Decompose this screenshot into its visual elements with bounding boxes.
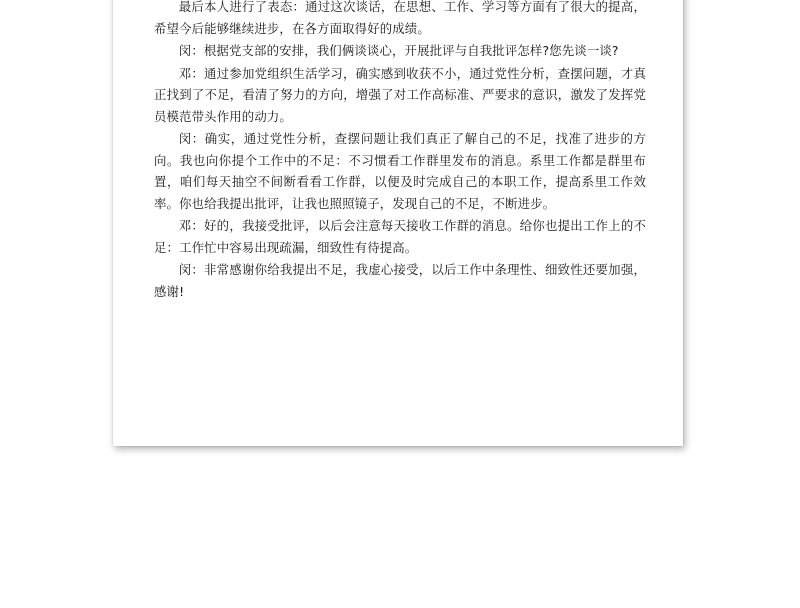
paragraph: 闵：非常感谢你给我提出不足，我虚心接受，以后工作中条理性、细致性还要加强，感谢! [154, 262, 646, 299]
document-text-body [154, 0, 646, 302]
paragraph: 最后本人进行了表态：通过这次谈话，在思想、工作、学习等方面有了很大的提高，希望今后能够继续进步，在各方面取得好的成绩。 [154, 0, 646, 36]
document-page [113, 0, 683, 446]
paragraph: 邓：好的，我接受批评，以后会注意每天接收工作群的消息。给你也提出工作上的不足：工作忙中容易出现疏漏，细致性有待提高。 [154, 218, 646, 255]
paragraph: 闵：根据党支部的安排，我们俩谈谈心，开展批评与自我批评怎样?您先谈一谈? [178, 43, 619, 58]
paragraph: 邓：通过参加党组织生活学习，确实感到收获不小，通过党性分析，查摆问题，才真正找到了不足，看清了努力的方向，增强了对工作高标准、严要求的意识，激发了发挥党员模范带头作用的动力。 [154, 65, 646, 124]
paragraph: 闵：确实，通过党性分析，查摆问题让我们真正了解自己的不足，找准了进步的方向。我也向你提个工作中的不足：不习惯看工作群里发布的消息。系里工作都是群里布置，咱们每天抽空不间断看看工作群，以便及时完成自己的本职工作，提高系里工作效率。你也给我提出批评，让我也照照镜子，发现自己的不足，不断进步。 [154, 131, 646, 211]
